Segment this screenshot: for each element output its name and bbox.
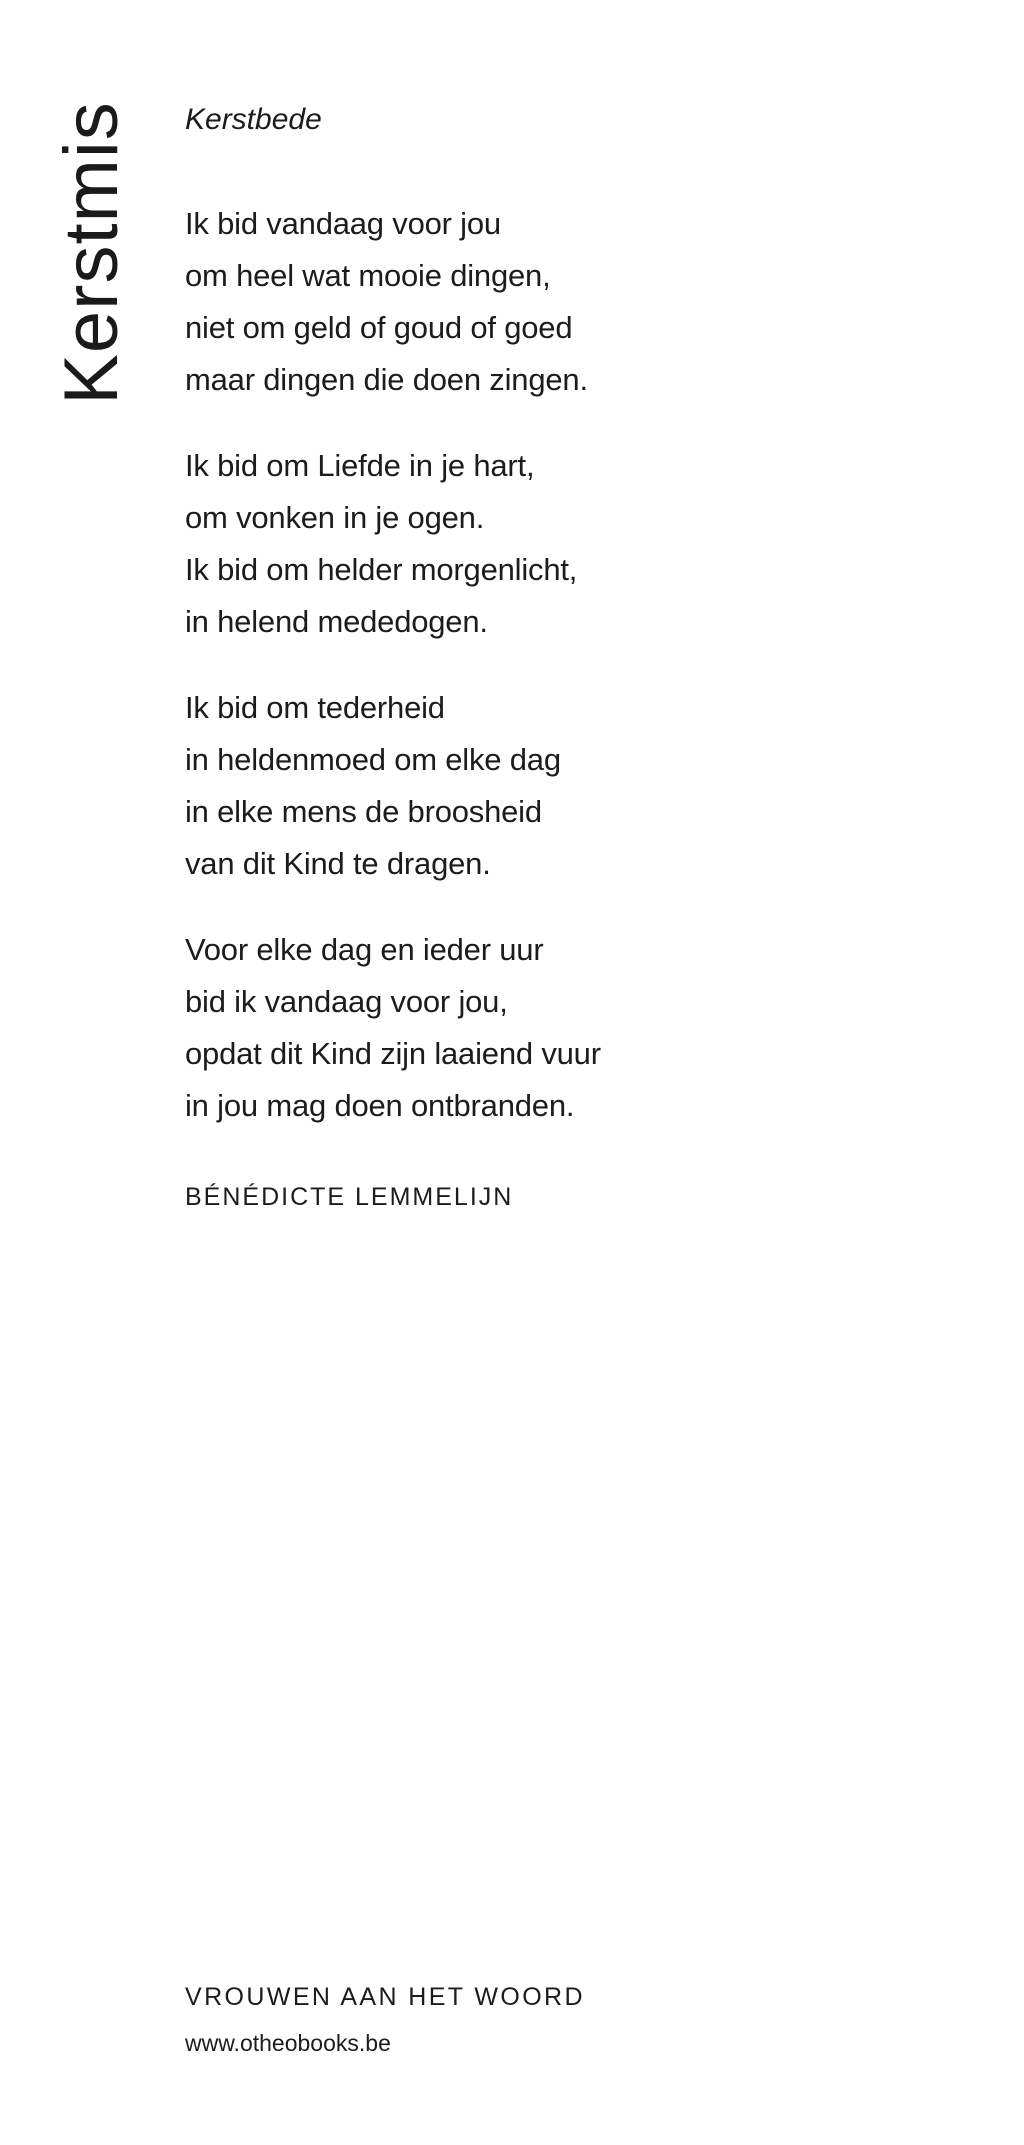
footer (185, 1980, 585, 2058)
poem-line: opdat dit Kind zijn laaiend vuur (185, 1036, 601, 1071)
poem-line: maar dingen die doen zingen. (185, 362, 588, 397)
poem-line: in elke mens de broosheid (185, 794, 542, 829)
vertical-title (49, 100, 135, 405)
poem-line: Ik bid vandaag voor jou (185, 206, 501, 241)
poem-line: van dit Kind te dragen. (185, 846, 491, 881)
poem-line: Ik bid om tederheid (185, 690, 445, 725)
vertical-title-text: Kerstmis (49, 100, 135, 405)
poem-line: in heldenmoed om elke dag (185, 742, 561, 777)
poem-line: in helend mededogen. (185, 604, 488, 639)
poem-line: om vonken in je ogen. (185, 500, 485, 535)
stanza-1 (185, 198, 965, 406)
poem-line: in jou mag doen ontbranden. (185, 1088, 575, 1123)
poem-line: bid ik vandaag voor jou, (185, 984, 508, 1019)
poem-line: om heel wat mooie dingen, (185, 258, 551, 293)
stanza-2 (185, 440, 965, 648)
poem-line: niet om geld of goud of goed (185, 310, 573, 345)
poem-title: Kerstbede (185, 103, 322, 136)
poem-author: BÉNÉDICTE LEMMELIJN (185, 1183, 514, 1211)
poem (185, 100, 965, 1214)
poem-line: Voor elke dag en ieder uur (185, 932, 544, 967)
series-title: VROUWEN AAN HET WOORD (185, 1983, 585, 2011)
poem-line: Ik bid om helder morgenlicht, (185, 552, 578, 587)
publisher-url: www.otheobooks.be (185, 2030, 391, 2056)
poem-line: Ik bid om Liefde in je hart, (185, 448, 535, 483)
stanza-3 (185, 682, 965, 890)
stanza-4 (185, 924, 965, 1132)
